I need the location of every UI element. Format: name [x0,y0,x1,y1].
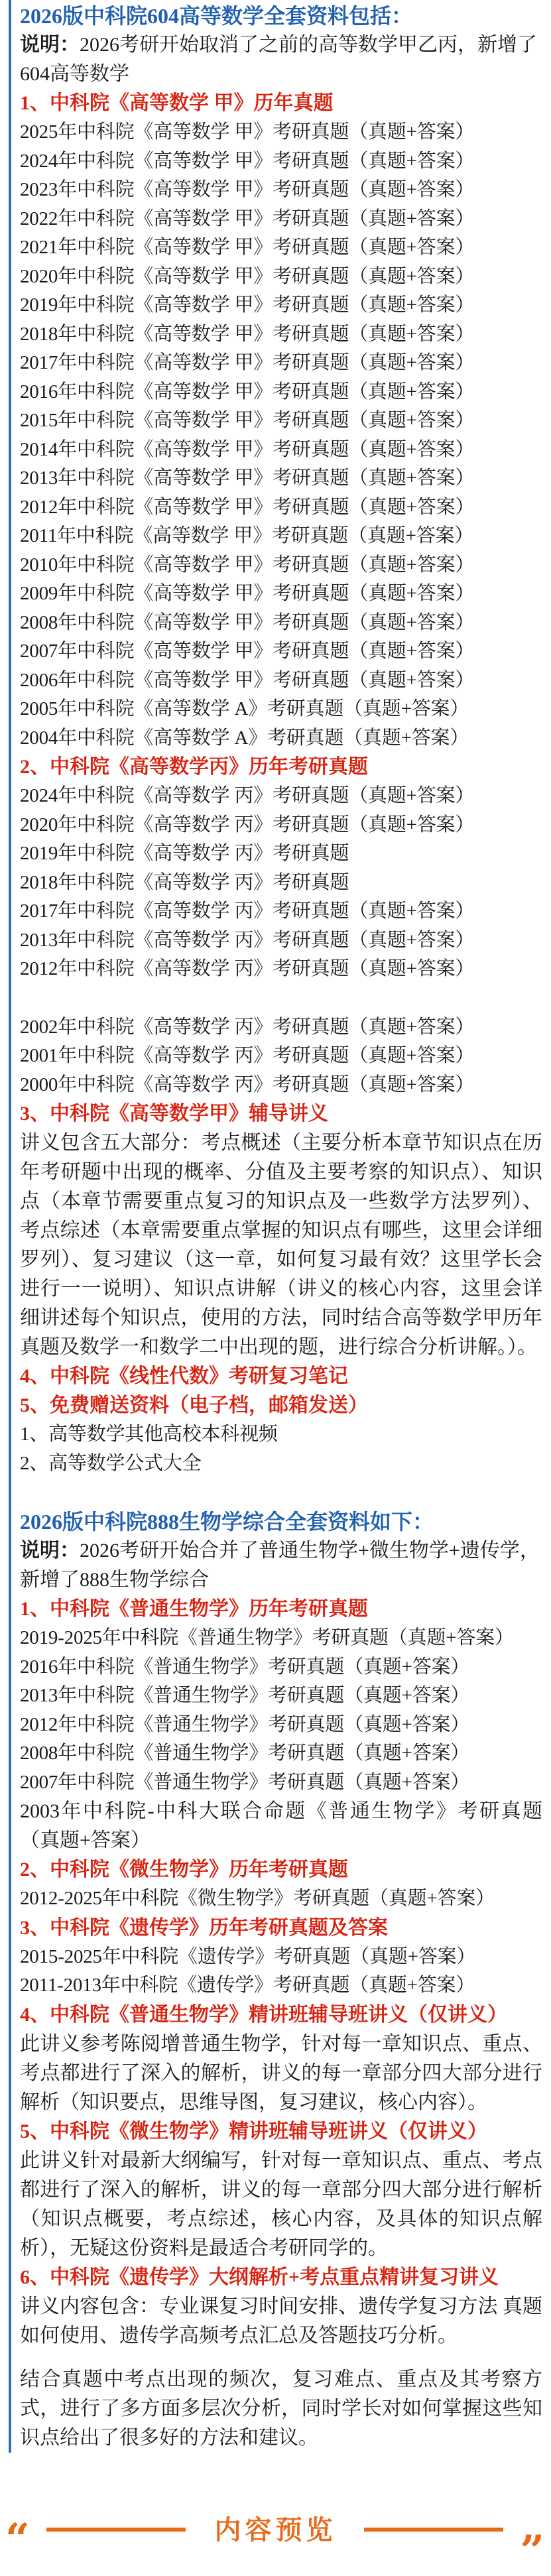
list-item: 2013年中科院《高等数学 丙》考研真题（真题+答案） [20,929,475,951]
list-item: 2001年中科院《高等数学 丙》考研真题（真题+答案） [20,1045,475,1066]
bio-note-label: 说明： [20,1540,80,1562]
bio-s4-description: 此讲义参考陈阅增普通生物学，针对每一章知识点、重点、考点都进行了深入的解析，讲义的每一章部分四大部分进行解析（知识要点，思维导图，复习建议，核心内容）。 [20,2032,542,2113]
list-item: 2005年中科院《高等数学 A》考研真题（真题+答案） [20,698,469,719]
list-item: 2014年中科院《高等数学 甲》考研真题（真题+答案） [20,438,475,460]
bio-s3-heading: 3、中科院《遗传学》历年考研真题及答案 [20,1916,388,1939]
list-item: 2007年中科院《普通生物学》考研真题（真题+答案） [20,1771,470,1793]
list-item: 2019-2025年中科院《普通生物学》考研真题（真题+答案） [20,1627,514,1648]
list-item: 2006年中科院《高等数学 甲》考研真题（真题+答案） [20,669,475,691]
list-item: 2012年中科院《普通生物学》考研真题（真题+答案） [20,1713,470,1735]
list-item: 2011年中科院《高等数学 甲》考研真题（真题+答案） [20,525,474,546]
list-item: 2016年中科院《普通生物学》考研真题（真题+答案） [20,1656,470,1678]
math-s1-list [20,118,542,753]
math-s2-heading: 2、中科院《高等数学丙》历年考研真题 [20,756,368,778]
math-note-text: 2026考研开始取消了之前的高等数学甲乙丙，新增了604高等数学 [20,34,537,85]
list-item: 2008年中科院《普通生物学》考研真题（真题+答案） [20,1743,470,1764]
list-item: 2020年中科院《高等数学 甲》考研真题（真题+答案） [20,265,475,287]
bio-s5-description: 此讲义针对最新大纲编写，针对每一章知识点、重点、考点都进行了深入的解析，讲义的每一章部分四大部分进行解析（知识点概要，考点综述，核心内容，及具体的知识点解析），无疑这份资料是最适合考研同学的。 [20,2149,542,2259]
list-item: 2009年中科院《高等数学 甲》考研真题（真题+答案） [20,583,475,604]
math-s3-heading: 3、中科院《高等数学甲》辅导讲义 [20,1103,328,1125]
list-item: 2017年中科院《高等数学 丙》考研真题（真题+答案） [20,900,475,922]
spacer [20,2351,542,2365]
list-item: 2011-2013年中科院《遗传学》考研真题（真题+答案） [20,1975,475,1996]
list-item: 1、高等数学其他高校本科视频 [20,1424,278,1445]
bio-note [20,1536,542,1595]
list-item: 2000年中科院《高等数学 丙》考研真题（真题+答案） [20,1073,475,1095]
list-item: 2024年中科院《高等数学 甲》考研真题（真题+答案） [20,150,475,172]
list-item: 2013年中科院《高等数学 甲》考研真题（真题+答案） [20,467,475,489]
list-item: 2024年中科院《高等数学 丙》考研真题（真题+答案） [20,785,475,806]
list-item: 2017年中科院《高等数学 甲》考研真题（真题+答案） [20,352,475,373]
content-column [9,0,542,2453]
list-item: 2010年中科院《高等数学 甲》考研真题（真题+答案） [20,554,475,576]
bio-s4-heading: 4、中科院《普通生物学》精讲班辅导班讲义（仅讲义） [20,2003,507,2026]
list-item: 2016年中科院《高等数学 甲》考研真题（真题+答案） [20,381,475,402]
list-item: 2018年中科院《高等数学 丙》考研真题 [20,871,349,893]
math-section [20,0,542,1478]
list-item: 2022年中科院《高等数学 甲》考研真题（真题+答案） [20,208,475,229]
list-item: 2019年中科院《高等数学 甲》考研真题（真题+答案） [20,294,475,316]
list-item: 2021年中科院《高等数学 甲》考研真题（真题+答案） [20,237,475,258]
math-s1-heading: 1、中科院《高等数学 甲》历年真题 [20,92,334,114]
bio-section [20,1507,542,2453]
math-note [20,31,542,89]
list-item: 2012年中科院《高等数学 甲》考研真题（真题+答案） [20,496,475,518]
list-item: 2007年中科院《高等数学 甲》考研真题（真题+答案） [20,641,475,662]
list-item: 2020年中科院《高等数学 丙》考研真题（真题+答案） [20,814,475,835]
math-s3-description: 讲义包含五大部分：考点概述（主要分析本章节知识点在历年考研题中出现的概率、分值及主要考察的知识点）、知识点（本章节需要重点复习的知识点及一些数学方法罗列）、考点综述（本章需要重点掌握的知识点有哪些，这里会详细罗列）、复习建议（这一章，如何复习最有效？这里学长会进行一一说明）、知识点讲解（讲义的核心内容，这里会详细讲述每个知识点，使用的方法，同时结合高等数学甲历年真题及数学一和数学二中出现的题，进行综合分析讲解。）。 [20,1132,542,1358]
list-item: 2002年中科院《高等数学 丙》考研真题（真题+答案） [20,1016,475,1038]
list-item: 2012年中科院《高等数学 丙》考研真题（真题+答案） [20,958,475,979]
content-preview-label: 内容预览 [214,2515,337,2545]
left-double-quote-icon: “ [5,2514,30,2564]
list-item: 2004年中科院《高等数学 A》考研真题（真题+答案） [20,727,469,749]
math-title: 2026版中科院604高等数学全套资料包括： [20,4,413,28]
math-s4-heading: 4、中科院《线性代数》考研复习笔记 [20,1365,348,1387]
spacer [20,984,542,1013]
list-item: 2003年中科院-中科大联合命题《普通生物学》考研真题（真题+答案） [20,1800,542,1851]
bio-s1-heading: 1、中科院《普通生物学》历年考研真题 [20,1598,368,1620]
banner-divider-right [364,2528,503,2532]
bio-title: 2026版中科院888生物学综合全套资料如下： [20,1510,434,1534]
content-preview-banner [0,2513,551,2576]
bio-s6-description: 讲义内容包含：专业课复习时间安排、遗传学复习方法 真题如何使用、遗传学高频考点汇总及答题技巧分析。 [20,2295,542,2347]
bio-note-text: 2026考研开始合并了普通生物学+微生物学+遗传学，新增了888生物学综合 [20,1540,540,1591]
list-item: 2008年中科院《高等数学 甲》考研真题（真题+答案） [20,611,475,633]
math-s2-list-a [20,782,542,984]
list-item: 2、高等数学公式大全 [20,1452,202,1474]
list-item: 2018年中科院《高等数学 甲》考研真题（真题+答案） [20,323,475,345]
list-item: 2015-2025年中科院《遗传学》考研真题（真题+答案） [20,1945,476,1967]
list-item: 2023年中科院《高等数学 甲》考研真题（真题+答案） [20,179,475,200]
bio-closing-text: 结合真题中考点出现的频次，复习难点、重点及其考察方式，进行了多方面多层次分析，同时学长对如何掌握这些知识点给出了很多好的方法和建议。 [20,2368,542,2449]
math-s2-list-b [20,1013,542,1100]
right-double-quote-icon: ” [520,2526,544,2576]
list-item: 2012-2025年中科院《微生物学》考研真题（真题+答案） [20,1888,495,1909]
bio-s5-heading: 5、中科院《微生物学》精讲班辅导班讲义（仅讲义） [20,2120,487,2142]
math-s5-heading: 5、免费赠送资料（电子档，邮箱发送） [20,1394,368,1416]
list-item: 2025年中科院《高等数学 甲》考研真题（真题+答案） [20,121,475,143]
bio-s6-heading: 6、中科院《遗传学》大纲解析+考点重点精讲复习讲义 [20,2266,499,2288]
bio-s2-heading: 2、中科院《微生物学》历年考研真题 [20,1859,348,1880]
math-note-label: 说明： [20,34,80,56]
list-item: 2013年中科院《普通生物学》考研真题（真题+答案） [20,1685,470,1706]
list-item: 2015年中科院《高等数学 甲》考研真题（真题+答案） [20,410,475,431]
list-item: 2019年中科院《高等数学 丙》考研真题 [20,843,349,864]
